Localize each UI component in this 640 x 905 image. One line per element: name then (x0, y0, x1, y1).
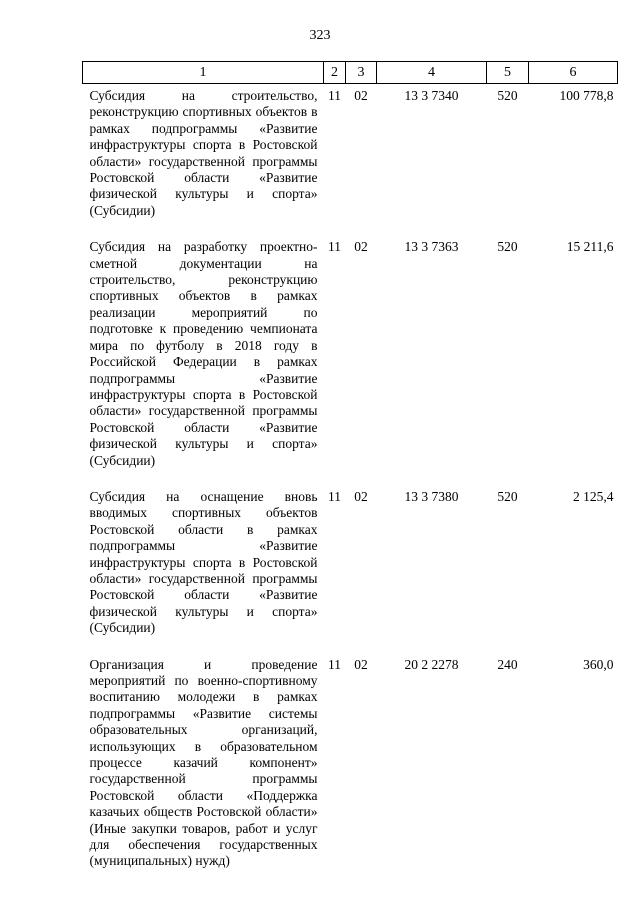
table-row (83, 235, 618, 485)
row-amount: 2 125,4 (573, 488, 614, 504)
row-section: 11 (328, 88, 341, 103)
column-header-amount: 6 (529, 62, 618, 84)
row-expense-type: 520 (497, 88, 518, 103)
header-row (83, 62, 618, 84)
row-subsection: 02 (354, 656, 368, 672)
row-description: Субсидия на разработку проектно-сметной документации на строительство, реконструкцию спортивных объектов в рамках реализации мероприятий по подготовке к проведению чемпионата мира по футболу в 2018 году в Российской Федерации в рамках подпрограммы «Развитие инфраструктуры спорта в Ростовской области» государственной программы Ростовской области «Развитие физической культуры и спорта» (Субсидии) (89, 239, 318, 468)
row-target-item: 13 3 7340 (404, 88, 459, 103)
page-number: 323 (309, 28, 331, 43)
column-header-section: 2 (324, 62, 346, 84)
row-subsection: 02 (354, 239, 368, 255)
row-expense-type: 240 (497, 656, 518, 672)
row-target-item: 20 2 2278 (404, 656, 459, 672)
column-header-target-item: 4 (377, 62, 487, 84)
row-target-item: 13 3 7363 (404, 239, 459, 255)
column-header-subsection: 3 (346, 62, 377, 84)
row-amount: 15 211,6 (566, 239, 614, 255)
row-subsection: 02 (354, 88, 368, 103)
table-row (83, 84, 618, 236)
table-row (83, 653, 618, 886)
row-description: Субсидия на оснащение вновь вводимых спортивных объектов Ростовской области в рамках подпрограммы «Развитие инфраструктуры спорта в Ростовской области» государственной программы Ростовской области «Развитие физической культуры и спорта» (Субсидии) (89, 488, 318, 636)
budget-table (82, 61, 618, 886)
row-section: 11 (328, 656, 341, 672)
row-amount: 100 778,8 (559, 88, 614, 103)
column-header-expense-type: 5 (487, 62, 529, 84)
table-row (83, 485, 618, 653)
row-expense-type: 520 (497, 239, 518, 255)
row-expense-type: 520 (497, 488, 518, 504)
column-header-name: 1 (83, 62, 324, 84)
row-description: Субсидия на строительство, реконструкцию спортивных объектов в рамках подпрограммы «Развитие инфраструктуры спорта в Ростовской области» государственной программы Ростовской области «Развитие физической культуры и спорта» (Субсидии) (89, 88, 318, 218)
row-section: 11 (328, 239, 341, 255)
row-target-item: 13 3 7380 (404, 488, 459, 504)
row-section: 11 (328, 488, 341, 504)
row-subsection: 02 (354, 488, 368, 504)
row-amount: 360,0 (583, 656, 614, 672)
row-description: Организация и проведение мероприятий по военно-спортивному воспитанию молодежи в рамках подпрограммы «Развитие системы образовательных организаций, использующих в образовательном процессе казачий компонент» государственной программы Ростовской области «Поддержка казачьих обществ Ростовской области» (Иные закупки товаров, работ и услуг для обеспечения государственных (муниципальных) нужд) (89, 656, 318, 869)
